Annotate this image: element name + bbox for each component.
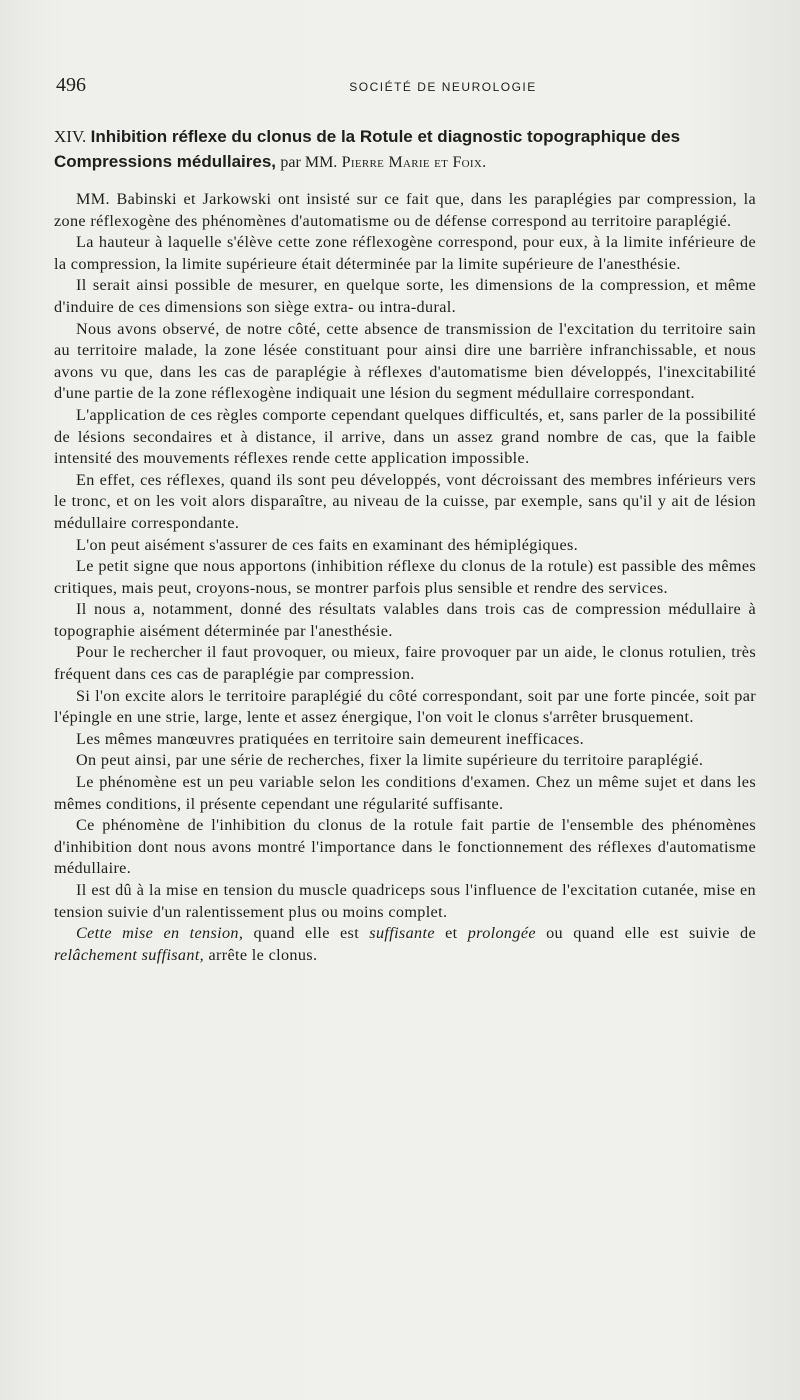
- article-heading: Inhibition réflexe du clonus de la Rotule et diagnostic topographique des Compressions médullaires,: [54, 127, 681, 171]
- emphasis: suffisante: [369, 924, 435, 943]
- running-head: SOCIÉTÉ DE NEUROLOGIE: [349, 80, 537, 94]
- paragraph: Il serait ainsi possible de mesurer, en quelque sorte, les dimensions de la compression, et même d'induire de ces dimensions son siège extra- ou intra-dural.: [54, 276, 756, 316]
- paragraph: En effet, ces réflexes, quand ils sont peu développés, vont décroissant des membres inférieurs vers le tronc, et on les voit alors disparaître, au niveau de la cuisse, par exemple, sans qu'il y ait de lésion médullaire correspondante.: [54, 470, 756, 532]
- paragraph: Pour le rechercher il faut provoquer, ou mieux, faire provoquer par un aide, le clonus rotulien, très fréquent dans ces cas de paraplégie par compression.: [54, 643, 756, 684]
- paragraph-last: [54, 923, 756, 966]
- paragraph: La hauteur à laquelle s'élève cette zone réflexogène correspond, pour eux, à la limite inférieure de la compression, la limite supérieure était déterminée par la limite supérieure de l'anesthésie.: [54, 233, 756, 273]
- emphasis: relâchement suffisant,: [54, 945, 205, 964]
- text-run: ou quand elle est suivie de: [535, 924, 756, 943]
- emphasis: Cette mise en tension,: [76, 924, 244, 943]
- article-authors: Pierre Marie et Foix.: [341, 154, 487, 171]
- emphasis: prolongée: [467, 924, 536, 943]
- text-run: arrête le clonus.: [204, 945, 318, 964]
- page-number: 496: [56, 74, 86, 96]
- paragraph: Ce phénomène de l'inhibition du clonus de la rotule fait partie de l'ensemble des phénomènes d'inhibition dont nous avons montré l'importance dans le fonctionnement des réflexes d'automatisme médullaire.: [54, 816, 756, 878]
- paragraph: Si l'on excite alors le territoire paraplégié du côté correspondant, soit par une forte pincée, soit par l'épingle en une strie, large, lente et assez énergique, l'on voit le clonus s'arrêter brusquement.: [54, 686, 756, 727]
- paragraph: On peut ainsi, par une série de recherches, fixer la limite supérieure du territoire paraplégié.: [76, 751, 704, 770]
- page-header: [56, 74, 740, 104]
- paragraph: L'application de ces règles comporte cependant quelques difficultés, et, sans parler de la possibilité de lésions secondaires et à distance, il arrive, dans un assez grand nombre de cas, que la faible intensité des mouvements réflexes rende cette application impossible.: [54, 405, 756, 468]
- paragraph: Le petit signe que nous apportons (inhibition réflexe du clonus de la rotule) est passible des mêmes critiques, mais peut, croyons-nous, se montrer parfois plus sensible et rendre des services.: [54, 557, 756, 597]
- paragraph: Le phénomène est un peu variable selon les conditions d'examen. Chez un même sujet et dans les mêmes conditions, il présente cependant une régularité suffisante.: [54, 773, 756, 813]
- text-run: quand elle est: [243, 924, 370, 943]
- paragraph: Les mêmes manœuvres pratiquées en territoire sain demeurent inefficaces.: [76, 729, 585, 748]
- article-by: par MM.: [280, 154, 338, 171]
- paragraph: L'on peut aisément s'assurer de ces faits en examinant des hémiplégiques.: [76, 535, 579, 554]
- paragraph: MM. Babinski et Jarkowski ont insisté sur ce fait que, dans les paraplégies par compression, la zone réflexogène des phénomènes d'automatisme ou de défense correspond au territoire paraplégié.: [54, 190, 756, 230]
- article-number: XIV.: [54, 127, 87, 146]
- text-run: et: [434, 924, 468, 943]
- paragraph: Il nous a, notamment, donné des résultats valables dans trois cas de compression médullaire à topographie aisément déterminée par l'anesthésie.: [54, 600, 756, 640]
- paragraph: Il est dû à la mise en tension du muscle quadriceps sous l'influence de l'excitation cutanée, mise en tension suivie d'un ralentissement plus ou moins complet.: [54, 881, 756, 921]
- article-title: [54, 124, 756, 175]
- paragraph: Nous avons observé, de notre côté, cette absence de transmission de l'excitation du territoire sain au territoire malade, la zone lésée constituant pour ainsi dire une barrière infranchissable, et nous avons vu que, dans les cas de paraplégie à réflexes d'automatisme bien développés, l'inexcitabilité d'une partie de la zone réflexogène indiquait une lésion du segment médullaire correspondant.: [54, 319, 756, 403]
- article: [54, 124, 756, 966]
